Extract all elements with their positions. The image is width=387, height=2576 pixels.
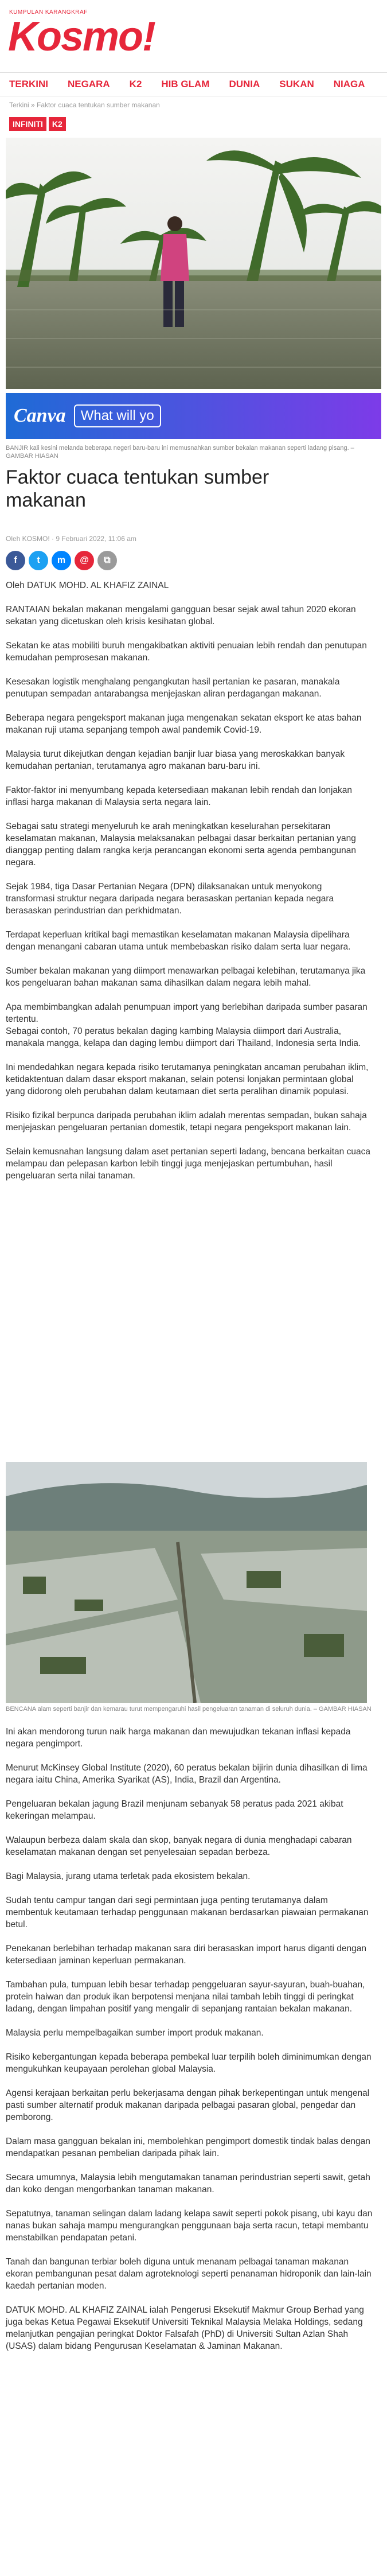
category-tags xyxy=(9,117,68,131)
paragraph: Beberapa negara pengeksport makanan juga mengenakan sekatan eksport ke atas bahan makanan ruji utama sepanjang tempoh awal pandemik Covid-19. xyxy=(6,713,362,735)
article-title: Faktor cuaca tentukan sumber makanan xyxy=(6,466,269,511)
paragraph: Sudah tentu campur tangan dari segi permintaan juga penting terutamanya dalam membentuk keutamaan terhadap penggunaan makanan berdasarkan piawaian permakanan betul. xyxy=(6,1896,369,1929)
paragraph: Penekanan berlebihan terhadap makanan sara diri berasaskan import harus diganti dengan ketersediaan jaminan keperluan permakanan. xyxy=(6,1944,367,1966)
breadcrumb: Terkini » Faktor cuaca tentukan sumber makanan xyxy=(9,101,160,109)
ad-text: What will yo xyxy=(74,404,161,427)
paragraph: Risiko fizikal berpunca daripada perubahan iklim adalah merentas sempadan, bukan sahaja menjejaskan pengeluaran pertanian domestik, tetapi negara pengeksport makanan lain. xyxy=(6,1111,367,1133)
flood-aerial-image xyxy=(6,1462,367,1703)
paragraph: DATUK MOHD. AL KHAFIZ ZAINAL ialah Pengerusi Eksekutif Makmur Group Berhad yang juga bekas Ketua Pegawai Eksekutif Universiti Teknikal Malaysia Melaka Holdings, sedang melanjutkan pengajian peringkat Doktor Falsafah (PhD) di Universiti Sultan Azlan Shah (USAS) dalam bidang Pengurusan Keselamatan & Jaminan Makanan. xyxy=(6,2305,364,2351)
main-nav xyxy=(0,72,387,96)
paragraph: Menurut McKinsey Global Institute (2020), 60 peratus bekalan bijirin dunia dihasilkan di lima negara iaitu China, Amerika Syarikat (AS), India, Brazil dan Argentina. xyxy=(6,1763,368,1785)
article-body-a xyxy=(6,579,373,1194)
image2-caption: BENCANA alam seperti banjir dan kemarau turut mempengaruhi hasil pengeluaran tanaman di seluruh dunia. – GAMBAR HIASAN xyxy=(6,1706,372,1713)
copy-link-icon[interactable]: ⧉ xyxy=(97,551,117,570)
nav-item-dunia[interactable]: DUNIA xyxy=(229,79,260,90)
paragraph: Sebagai satu strategi menyeluruh ke arah meningkatkan keselurahan persekitaran keselamatan makanan, Malaysia melaksanakan pelbagai dasar berkaitan pertanian yang dianggap penting dalam rangka kerja perancangan ekonomi serta agenda pembangunan negara. xyxy=(6,822,356,867)
logo-tagline: KUMPULAN KARANGKRAF xyxy=(9,9,88,15)
nav-item-hib-glam[interactable]: HIB GLAM xyxy=(161,79,210,90)
paragraph: Malaysia perlu mempelbagaikan sumber import produk makanan. xyxy=(6,2028,264,2038)
paragraph: Sumber bekalan makanan yang diimport menawarkan pelbagai kelebihan, terutamanya jika kos pengeluaran bahan makanan sama dihasilkan dalam negara lebih mahal. xyxy=(6,966,366,988)
paragraph: Walaupun berbeza dalam skala dan skop, banyak negara di dunia menghadapi cabaran keselamatan makanan dengan set penyelesaian sepadan berbeza. xyxy=(6,1835,352,1857)
ad-banner[interactable] xyxy=(6,393,381,439)
paragraph: Oleh DATUK MOHD. AL KHAFIZ ZAINAL xyxy=(6,581,169,590)
paragraph: Secara umumnya, Malaysia lebih mengutamakan tanaman perindustrian seperti sawit, getah dan koko dengan mengorbankan tanaman makanan. xyxy=(6,2173,370,2194)
email-icon[interactable]: @ xyxy=(75,551,94,570)
article-byline: Oleh KOSMO! · 9 Februari 2022, 11:06 am xyxy=(6,535,136,543)
tag-k2[interactable]: K2 xyxy=(49,117,66,131)
paragraph: Ini akan mendorong turun naik harga makanan dan mewujudkan tekanan inflasi kepada negara pengimport. xyxy=(6,1727,351,1749)
paragraph: Selain kemusnahan langsung dalam aset pertanian seperti ladang, bencana berkaitan cuaca melampau dan pelepasan karbon lebih tinggi juga menjejaskan pertumbuhan, hasil pengeluaran serta nilai tanaman. xyxy=(6,1147,370,1181)
paragraph: Faktor-faktor ini menyumbang kepada ketersediaan makanan lebih rendah dan lonjakan inflasi harga makanan di Malaysia serta negara lain. xyxy=(6,785,353,807)
paragraph: Sejak 1984, tiga Dasar Pertanian Negara (DPN) dilaksanakan untuk menyokong transformasi struktur negara daripada negara berasaskan pertanian kepada negara berasaskan perindustrian dan perkhidmatan. xyxy=(6,882,334,916)
paragraph: Ini mendedahkan negara kepada risiko terutamanya peningkatan ancaman perubahan iklim, ketidaktentuan dalam dasar eksport makanan, selain potensi lonjakan permintaan global yang didorong oleh perubahan dalam keutamaan diet serta peralihan dinamik populasi. xyxy=(6,1063,369,1096)
paragraph: Bagi Malaysia, jurang utama terletak pada ekosistem bekalan. xyxy=(6,1871,251,1881)
paragraph: Malaysia turut dikejutkan dengan kejadian banjir luar biasa yang meroskakkan banyak kemudahan pertanian, terutamanya agro makanan baru-baru ini. xyxy=(6,749,345,771)
paragraph: Apa membimbangkan adalah penumpuan import yang berlebihan daripada sumber pasaran tertentu. Sebagai contoh, 70 peratus bekalan daging kambing Malaysia diimport dari Australia, manakala mangga, kelapa dan daging lembu diimport dari Thailand, Indonesia serta India. xyxy=(6,1002,368,1048)
site-logo[interactable]: Kosmo! xyxy=(8,14,155,60)
site-header xyxy=(0,0,387,72)
paragraph: Pengeluaran bekalan jagung Brazil menjunam sebanyak 58 peratus pada 2021 akibat kekeringan melampau. xyxy=(6,1799,343,1821)
article-body-b xyxy=(6,1726,373,2364)
nav-item-niaga[interactable]: NIAGA xyxy=(333,79,365,90)
nav-item-terkini[interactable]: TERKINI xyxy=(9,79,48,90)
hero-image xyxy=(6,138,381,389)
paragraph: Terdapat keperluan kritikal bagi memastikan keselamatan makanan Malaysia dipelihara dengan menangani cabaran utama untuk membebaskan risiko dalam serta luar negara. xyxy=(6,930,351,952)
paragraph: Dalam masa gangguan bekalan ini, membolehkan pengimport domestik tindak balas dengan mendapatkan pesanan pembelian daripada pihak lain. xyxy=(6,2137,370,2158)
paragraph: Tambahan pula, tumpuan lebih besar terhadap penggeluaran sayur-sayuran, buah-buahan, protein haiwan dan produk ikan berpotensi menjana nilai tambah lebih tinggi di peringkat ladang, dengan limpahan positif yang mengalir di sepanjang rantaian bekalan makanan. xyxy=(6,1980,365,2014)
paragraph: RANTAIAN bekalan makanan mengalami gangguan besar sejak awal tahun 2020 ekoran sekatan yang dicetuskan oleh krisis kesihatan global. xyxy=(6,605,356,627)
nav-item-k2[interactable]: K2 xyxy=(129,79,142,90)
hero-caption: BANJIR kali kesini melanda beberapa negeri baru-baru ini memusnahkan sumber bekalan makanan seperti ladang pisang. – GAMBAR HIASAN xyxy=(6,445,354,460)
twitter-icon[interactable]: t xyxy=(29,551,48,570)
paragraph: Tanah dan bangunan terbiar boleh diguna untuk menanam pelbagai tanaman makanan ekoran pembangunan pesat dalam agroteknologi seperti penanaman hidroponik dan lain-lain kaedah pertanian moden. xyxy=(6,2257,372,2291)
paragraph: Agensi kerajaan berkaitan perlu bekerjasama dengan pihak berkepentingan untuk mengenal pasti sumber alternatif produk makanan daripada pelbagai pasaran global, pengedar dan pemborong. xyxy=(6,2088,370,2122)
nav-item-negara[interactable]: NEGARA xyxy=(68,79,110,90)
paragraph: Risiko kebergantungan kepada beberapa pembekal luar terpilih boleh diminimumkan dengan mengukuhkan keupayaan perolehan global Malaysia. xyxy=(6,2052,372,2074)
messenger-icon[interactable]: m xyxy=(52,551,71,570)
facebook-icon[interactable]: f xyxy=(6,551,25,570)
nav-item-sukan[interactable]: SUKAN xyxy=(279,79,314,90)
paragraph: Sepatutnya, tanaman selingan dalam ladang kelapa sawit seperti pokok pisang, ubi kayu dan nanas bukan sahaja mampu mengurangkan penggunaan baja serta racun, tetapi membantu menstabilkan pendapatan petani. xyxy=(6,2209,373,2243)
paragraph: Sekatan ke atas mobiliti buruh mengakibatkan aktiviti penuaian lebih rendah dan penutupan kemudahan pemprosesan makanan. xyxy=(6,641,367,663)
share-bar xyxy=(6,551,120,570)
ad-brand: Canva xyxy=(14,405,66,426)
tag-infiniti[interactable]: INFINITI xyxy=(9,117,46,131)
paragraph: Kesesakan logistik menghalang pengangkutan hasil pertanian ke pasaran, manakala penutupan sempadan antarabangsa menjejaskan aliran perdagangan makanan. xyxy=(6,677,340,699)
